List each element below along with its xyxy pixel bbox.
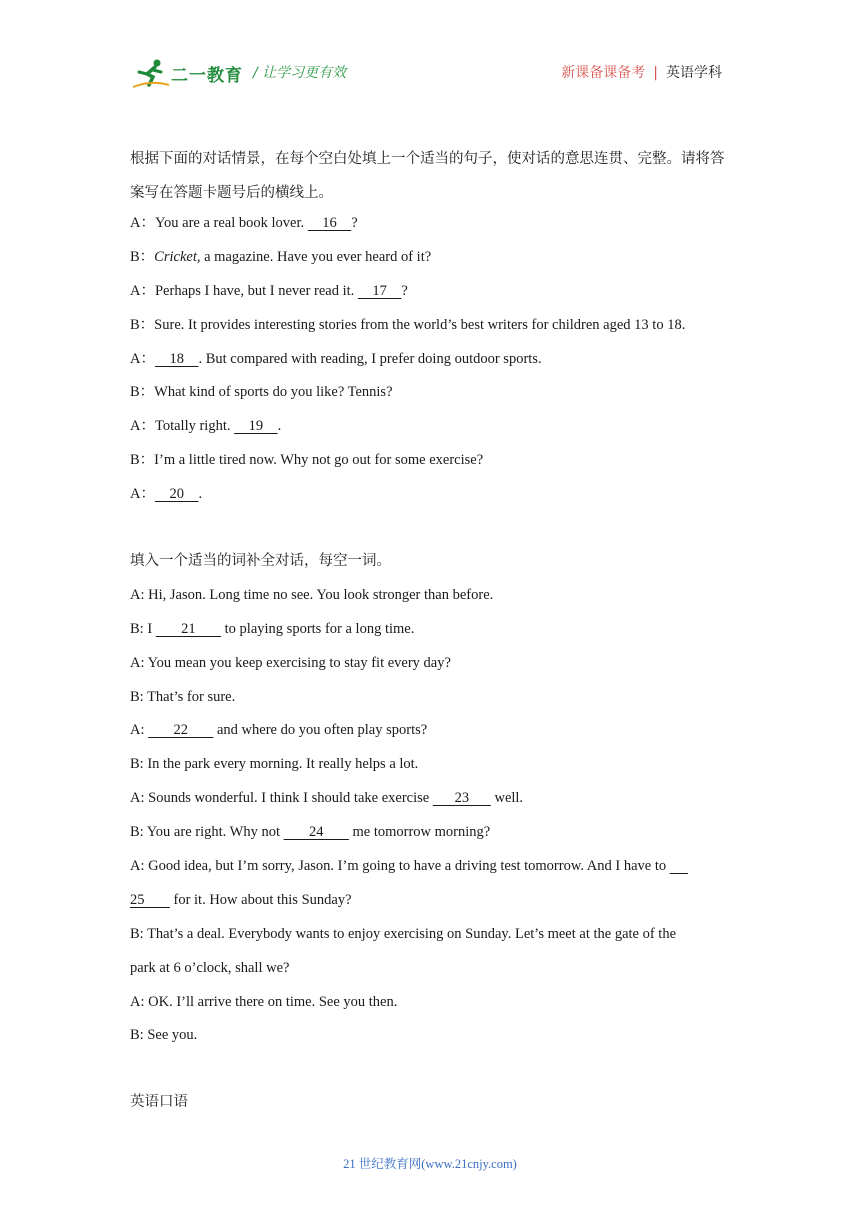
section1-line [130, 244, 730, 278]
answer-blank[interactable]: 17 [357, 282, 402, 299]
answer-blank[interactable]: 22 [148, 722, 214, 739]
line-text-after: and where do you often play sports? [213, 722, 428, 739]
section2-line [130, 819, 730, 853]
section2-line [130, 853, 730, 887]
section1-line [130, 379, 730, 413]
section1-line [130, 312, 730, 346]
section2-line [130, 989, 730, 1023]
brand-separator: | [653, 65, 658, 81]
line-text: B: In the park every morning. It really helps a lot. [130, 756, 419, 773]
line-text-after: me tomorrow morning? [348, 824, 491, 841]
speaker-label: B： [130, 384, 155, 401]
runner-logo-icon [131, 58, 171, 90]
speaker-label: A： [130, 486, 155, 503]
line-text: I’m a little tired now. Why not go out for some exercise? [154, 452, 484, 469]
line-text-after: to playing sports for a long time. [221, 620, 415, 637]
section2-line [130, 1022, 730, 1056]
section2-line [130, 751, 730, 785]
line-text: , a magazine. Have you ever heard of it? [196, 248, 432, 265]
answer-blank[interactable]: 16 [307, 215, 352, 231]
italic-title: Cricket [154, 248, 197, 265]
answer-blank[interactable]: 19 [234, 418, 278, 435]
document-body [130, 142, 730, 1123]
line-text: A: Good idea, but I’m sorry, Jason. I’m going to have a driving test tomorrow. And I have to [130, 858, 670, 875]
answer-blank[interactable]: 20 [154, 486, 199, 503]
section2-instruction: 填入一个适当的词补全对话，每空一词。 [130, 553, 391, 570]
section1-line [130, 278, 730, 312]
slogan: / 让学习更有效 [253, 65, 347, 81]
line-text: Totally right. [154, 418, 235, 435]
speaker-label: A： [130, 282, 155, 299]
speaker-label: B： [130, 248, 155, 265]
line-text-after: for it. How about this Sunday? [169, 891, 352, 908]
section1-line [130, 481, 730, 515]
line-text: A: Hi, Jason. Long time no see. You look stronger than before. [130, 586, 494, 603]
line-text: A: You mean you keep exercising to stay fit every day? [130, 654, 451, 671]
line-text: A: OK. I’ll arrive there on time. See you then. [130, 993, 398, 1010]
section2-line [130, 582, 730, 616]
line-text: Perhaps I have, but I never read it. [154, 282, 358, 299]
line-text: You are a real book lover. [154, 215, 308, 231]
line-text-after: . [198, 486, 203, 503]
line-text: park at 6 o’clock, shall we? [130, 959, 290, 976]
line-text-after: ? [351, 215, 358, 231]
line-text: B: That’s for sure. [130, 688, 236, 705]
line-text-after: well. [490, 790, 524, 807]
section2-line [130, 717, 730, 751]
line-text: B: You are right. Why not [130, 824, 284, 841]
line-text: B: See you. [130, 1027, 198, 1044]
answer-blank[interactable]: 24 [283, 824, 349, 841]
section2-line [130, 684, 730, 718]
section2-line [130, 616, 730, 650]
speaker-label: A： [130, 215, 155, 231]
section1-instruction: 根据下面的对话情景，在每个空白处填上一个适当的句子，使对话的意思连贯、完整。请将答案写在答题卡题号后的横线上。 [130, 151, 725, 201]
answer-blank[interactable]: 18 [154, 350, 199, 367]
answer-blank[interactable] [670, 853, 688, 879]
brand-left-label: 新课备课备考 [561, 65, 646, 81]
section2-line [130, 921, 730, 955]
brand-subject-label: 英语学科 [666, 65, 722, 81]
line-text: A: [130, 722, 149, 739]
line-text: B: I [130, 620, 156, 637]
answer-blank[interactable]: 23 [432, 790, 491, 807]
line-text: What kind of sports do you like? Tennis? [154, 384, 393, 401]
answer-blank[interactable]: 25 [130, 891, 170, 908]
speaker-label: B： [130, 452, 155, 469]
brand-tagline [561, 62, 722, 82]
page-header [0, 0, 860, 110]
speaker-label: A： [130, 350, 155, 367]
section1-line [130, 210, 730, 244]
section1-line [130, 447, 730, 481]
brand-logo [131, 58, 241, 90]
section2-line [130, 785, 730, 819]
section2-line [130, 955, 730, 989]
section2-dialogue [130, 582, 730, 1056]
line-text-after: . [277, 418, 282, 435]
section3-heading: 英语口语 [130, 1094, 188, 1111]
logo-text: 二一教育 [171, 66, 243, 86]
answer-blank[interactable]: 21 [155, 620, 222, 637]
speaker-label: B： [130, 316, 155, 333]
line-text: A: Sounds wonderful. I think I should take exercise [130, 790, 433, 807]
section1-dialogue [130, 210, 730, 515]
speaker-label: A： [130, 418, 155, 435]
line-text: B: That’s a deal. Everybody wants to enjoy exercising on Sunday. Let’s meet at the gate of the [130, 925, 677, 942]
page-footer: 21 世纪教育网(www.21cnjy.com) [343, 1157, 517, 1171]
section1-line [130, 346, 730, 380]
line-text-after: ? [401, 282, 408, 299]
section2-line [130, 650, 730, 684]
line-text-after: . But compared with reading, I prefer doing outdoor sports. [198, 350, 542, 367]
section1-line [130, 413, 730, 447]
line-text: Sure. It provides interesting stories from the world’s best writers for children aged 13 to 18. [154, 316, 686, 333]
section2-line [130, 887, 730, 921]
